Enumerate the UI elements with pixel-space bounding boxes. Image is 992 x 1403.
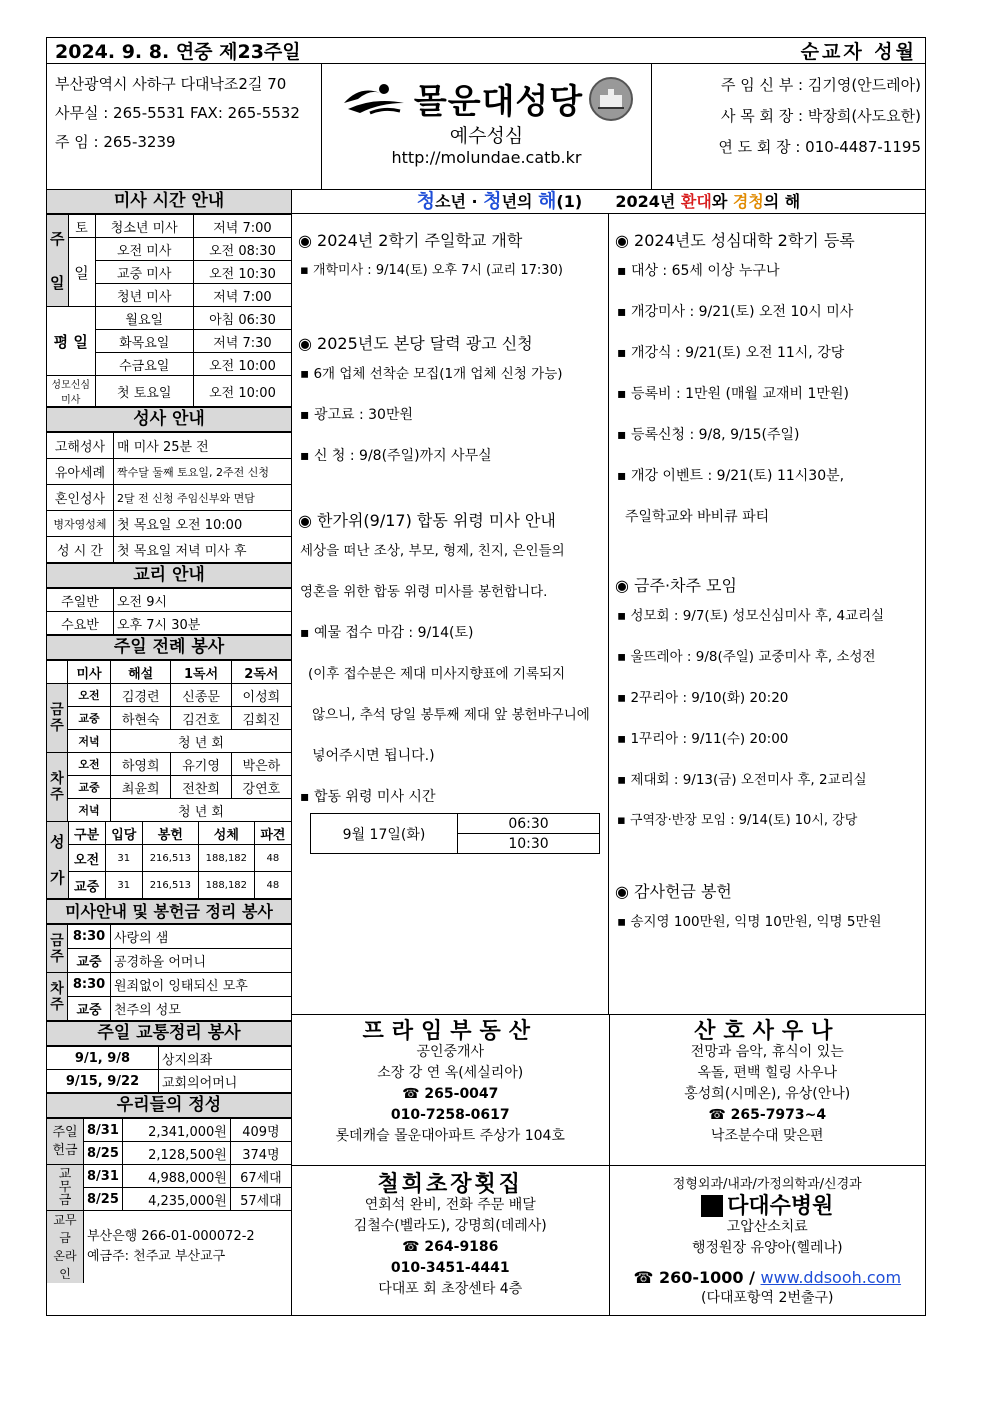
reader-2: 강연호 [231, 776, 291, 799]
usher-mass: 8:30 [68, 973, 111, 997]
bulletin-header [46, 37, 926, 64]
special-mass-label: 성모신심미사 [47, 376, 95, 407]
club-head: 연 도 회 장 : 010-4487-1195 [718, 138, 921, 156]
mass-name: 청년 미사 [95, 284, 193, 307]
this-week-label: 금 [50, 932, 64, 949]
ad-title: 철희초장횟집 [377, 1172, 523, 1197]
hymn-entrance: 31 [105, 872, 142, 899]
mass-label: 저녁 [68, 730, 111, 753]
evening-servers: 청 년 회 [111, 799, 292, 822]
ushers-title: 미사안내 및 봉헌금 정리 봉사 [47, 899, 291, 924]
finance-title: 우리들의 정성 [47, 1093, 291, 1118]
notice-item: ▪ 성모회 : 9/7(토) 성모신심미사 후, 4교리실 [617, 608, 885, 624]
notice-item: ▪ 1꾸리아 : 9/11(수) 20:00 [617, 731, 789, 747]
reader-2: 김회진 [231, 707, 291, 730]
ad-line: 전망과 음악, 휴식이 있는 [690, 1044, 844, 1060]
liturgy-table [47, 660, 291, 822]
hymn-recessional: 48 [254, 845, 291, 872]
hymn-recessional: 48 [254, 872, 291, 899]
weekday-time: 저녁 7:30 [193, 330, 291, 353]
middle-column [291, 214, 609, 1014]
finance-date: 8/25 [84, 1188, 123, 1211]
online-label: 교무금 [53, 1213, 77, 1245]
memorial-mass-times [310, 813, 600, 854]
special-mass-name: 첫 토요일 [95, 376, 193, 407]
finance-count: 67세대 [230, 1165, 291, 1188]
usher-group: 원죄없이 잉태되신 모후 [111, 973, 292, 997]
ad-sauna [610, 1015, 926, 1165]
staff-info [652, 64, 925, 189]
notice-item: ▪ 송지영 100만원, 익명 10만원, 익명 5만원 [617, 914, 882, 930]
ad-title: 다대수병원 [727, 1193, 834, 1219]
class-time: 오후 7시 30분 [114, 612, 292, 635]
col-header: 봉헌 [142, 822, 198, 845]
catechism-title: 교리 안내 [47, 563, 291, 588]
reader-2: 이성희 [231, 684, 291, 707]
ad-phone: ☎ 265-0047 [402, 1086, 499, 1102]
sacrament-name: 성 시 간 [47, 537, 114, 563]
rectory-phone: 주 임 : 265-3239 [55, 133, 176, 151]
ad-phone: 010-7258-0617 [390, 1107, 510, 1123]
bulletin-page [46, 37, 926, 1316]
finance-count: 409명 [230, 1119, 291, 1142]
notice-item: ▪ 개강식 : 9/21(토) 오전 11시, 강당 [617, 345, 845, 361]
commentator: 최윤희 [111, 776, 171, 799]
sacrament-name: 고해성사 [47, 433, 114, 459]
ads-row-2 [291, 1165, 925, 1315]
notice-item: ▪ 대상 : 65세 이상 누구나 [617, 263, 780, 279]
notice-item: 주일학교와 바비큐 파티 [625, 509, 770, 525]
usher-group: 공경하올 어머니 [111, 949, 292, 973]
usher-mass: 8:30 [68, 925, 111, 949]
notice-title: ◉ 금주·차주 모임 [615, 576, 737, 595]
mass-label: 오전 [68, 684, 111, 707]
ad-line: 김철수(벨라도), 강명희(데레사) [353, 1218, 547, 1234]
council-head: 사 목 회 장 : 박장희(사도요한) [721, 107, 921, 125]
class-name: 주일반 [47, 589, 114, 612]
ad-line: 고압산소치료 [726, 1219, 808, 1235]
parish-brand [322, 64, 651, 189]
commentator: 하영희 [111, 753, 171, 776]
month-theme: 순교자 성월 [800, 41, 917, 63]
finance-amount: 2,341,000원 [122, 1119, 230, 1142]
sacrament-info: 짝수달 둘째 토요일, 2주전 신청 [114, 459, 292, 485]
account-holder: 예금주: 천주교 부산교구 [87, 1249, 226, 1264]
sacrament-name: 병자영성체 [47, 511, 114, 537]
notice-item: ▪ 개강 이벤트 : 9/21(토) 11시30분, [617, 468, 845, 484]
notice-item: ▪ 울뜨레아 : 9/8(주일) 교중미사 후, 소성전 [617, 649, 876, 665]
ad-line: 행정원장 유양아(헬레나) [691, 1240, 843, 1256]
finance-amount: 4,988,000원 [122, 1165, 230, 1188]
mass-name: 교중 미사 [95, 261, 193, 284]
main-area [291, 190, 925, 1315]
notice-line: 않으니, 추석 당일 봉투째 제대 앞 봉헌바구니에 [312, 707, 590, 723]
ad-line: 롯데캐슬 몰운대아파트 주상가 104호 [335, 1128, 565, 1144]
col-header: 성체 [198, 822, 254, 845]
parish-subname: 예수성심 [449, 125, 524, 147]
mass-label: 교중 [68, 707, 111, 730]
hospital-logo-icon [701, 1195, 723, 1217]
class-time: 오전 9시 [114, 589, 292, 612]
reader-1: 김건호 [171, 707, 231, 730]
mass-time: 오전 08:30 [193, 238, 291, 261]
date-title: 2024. 9. 8. 연중 제23주일 [55, 41, 301, 63]
usher-group: 천주의 성모 [111, 997, 292, 1021]
mass-label: 저녁 [68, 799, 111, 822]
hospital-website-link[interactable]: www.ddsooh.com [760, 1268, 902, 1287]
ads-row-1 [291, 1014, 925, 1165]
mass-name: 오전 미사 [95, 238, 193, 261]
theme-banner: 청소년 · 청년의 해(1) 2024년 환대와 경청의 해 [291, 190, 925, 214]
mass-name: 청소년 미사 [95, 215, 193, 238]
church-emblem-icon [589, 77, 633, 121]
commentator: 하현숙 [111, 707, 171, 730]
weekday-time: 아침 06:30 [193, 307, 291, 330]
choir-mass: 교중 [68, 872, 105, 899]
ad-title: 산호사우나 [694, 1019, 841, 1044]
reader-1: 유기영 [171, 753, 231, 776]
hymn-offertory: 216,513 [142, 845, 198, 872]
evening-servers: 청 년 회 [111, 730, 292, 753]
col-header: 미사 [68, 661, 111, 684]
class-name: 수요반 [47, 612, 114, 635]
col-header: 2독서 [231, 661, 291, 684]
notice-title: ◉ 2024년 2학기 주일학교 개학 [298, 231, 523, 250]
reader-2: 박은하 [231, 753, 291, 776]
traffic-group: 교회의어머니 [159, 1070, 292, 1093]
mass-time: 저녁 7:00 [193, 215, 291, 238]
memorial-time: 10:30 [458, 834, 600, 854]
col-header: 구분 [68, 822, 105, 845]
ad-line: (다대포항역 2번출구) [701, 1290, 834, 1306]
choir-table: 성 가 구분 입당 봉헌 성체 파견 오전 31 216,513 188,182 48 교중 31 216,513 188,182 48 [47, 822, 291, 899]
tithe-label: 교 [58, 1167, 72, 1182]
traffic-group: 상지의좌 [159, 1047, 292, 1070]
col-header: 입당 [105, 822, 142, 845]
office-phone: 사무실 : 265-5531 FAX: 265-5532 [55, 104, 300, 122]
offering-label: 주일 [52, 1124, 78, 1140]
traffic-dates: 9/15, 9/22 [47, 1070, 159, 1093]
special-mass-time: 오전 10:00 [193, 376, 291, 407]
usher-mass: 교중 [68, 997, 111, 1021]
sacrament-info: 첫 목요일 오전 10:00 [114, 511, 292, 537]
commentator: 김경련 [111, 684, 171, 707]
ad-line: 소장 강 연 옥(세실리아) [377, 1065, 524, 1081]
notice-line: 세상을 떠난 조상, 부모, 형제, 친지, 은인들의 [300, 543, 565, 559]
finance-table: 주일 헌금 8/31 2,341,000원 409명 8/25 2,128,500원 374명 교 무 금 8/31 4,988,000원 67세대 8/25 4,235,000원 57세대 교무금 온라인 부산은행 266-01-000072-2 예금주: 천주교 부산교구 [47, 1118, 291, 1283]
masthead [46, 64, 926, 190]
traffic-dates: 9/1, 9/8 [47, 1047, 159, 1070]
finance-date: 8/31 [84, 1119, 123, 1142]
hymn-communion: 188,182 [198, 845, 254, 872]
notice-line: (이후 접수분은 제대 미사지향표에 기록되지 [308, 666, 566, 682]
notice-item: ▪ 6개 업체 선착순 모집(1개 업체 신청 가능) [300, 366, 563, 382]
saturday-label: 토 [68, 215, 95, 238]
bulletin-body [46, 190, 926, 1316]
mass-label: 교중 [68, 776, 111, 799]
mass-label: 오전 [68, 753, 111, 776]
finance-count: 374명 [230, 1142, 291, 1165]
traffic-table [47, 1046, 291, 1093]
usher-group: 사랑의 샘 [111, 925, 292, 949]
parish-website[interactable]: http://molundae.catb.kr [391, 148, 582, 167]
sunday-label: 주 [50, 229, 65, 248]
this-week-label: 금주 [47, 684, 68, 753]
mass-time: 오전 10:30 [193, 261, 291, 284]
ad-line: 공인중개사 [416, 1044, 485, 1060]
next-week-label: 차 [50, 980, 64, 997]
sacrament-name: 혼인성사 [47, 485, 114, 511]
hymn-communion: 188,182 [198, 872, 254, 899]
ad-line: 낙조분수대 맞은편 [710, 1128, 824, 1144]
notice-title: ◉ 한가위(9/17) 합동 위령 미사 안내 [298, 511, 556, 530]
finance-date: 8/31 [84, 1165, 123, 1188]
ad-line: 연회석 완비, 전화 주문 배달 [364, 1197, 536, 1213]
notice-line: ▪ 합동 위령 미사 시간 [300, 789, 436, 805]
mass-times-table: 주 일 토 청소년 미사 저녁 7:00 일 오전 미사 오전 08:30 교중 미사 오전 10:30 청년 미사 저녁 7:00 평 일 월요일 아침 06:30 화목요일 저녁 7:30 수금요일 오전 10:00 성모신심미사 첫 토요일 오전 10:00 [47, 214, 291, 407]
left-column [47, 190, 291, 1315]
notice-item: ▪ 개강미사 : 9/21(토) 오전 10시 미사 [617, 304, 854, 320]
hymn-entrance: 31 [105, 845, 142, 872]
weekday-label: 평 일 [47, 307, 95, 376]
parish-name: 몰운대성당 [413, 82, 584, 122]
bank-account: 부산은행 266-01-000072-2 [87, 1229, 255, 1244]
ushers-table: 금 주 8:30 사랑의 샘 교중 공경하올 어머니 차 주 8:30 원죄없이 잉태되신 모후 교중 천주의 성모 [47, 924, 291, 1021]
weekday-name: 수금요일 [95, 353, 193, 376]
finance-date: 8/25 [84, 1142, 123, 1165]
col-header: 1독서 [171, 661, 231, 684]
col-header: 파견 [254, 822, 291, 845]
notice-item: ▪ 신 청 : 9/8(주일)까지 사무실 [300, 448, 492, 464]
ad-line: 홍성희(시메온), 유상(안나) [684, 1086, 851, 1102]
ad-title: 프라임부동산 [362, 1019, 538, 1044]
sacrament-info: 첫 목요일 저녁 미사 후 [114, 537, 292, 563]
notice-item: ▪ 광고료 : 30만원 [300, 407, 413, 423]
sacrament-name: 유아세례 [47, 459, 114, 485]
finance-count: 57세대 [230, 1188, 291, 1211]
liturgy-title: 주일 전례 봉사 [47, 635, 291, 660]
ad-phone: ☎ 264-9186 [402, 1239, 499, 1255]
ad-real-estate [292, 1015, 610, 1165]
address: 부산광역시 사하구 다대낙조2길 70 [55, 75, 287, 93]
catechism-table [47, 588, 291, 635]
notice-line: 넣어주시면 됩니다.) [312, 748, 435, 764]
choir-label: 성 [50, 833, 65, 851]
notice-item: ▪ 등록신청 : 9/8, 9/15(주일) [617, 427, 800, 443]
notice-title: ◉ 감사헌금 봉헌 [615, 882, 732, 901]
ad-line: 다대포 회 초장센타 4층 [378, 1281, 523, 1297]
reader-1: 전찬희 [171, 776, 231, 799]
weekday-time: 오전 10:00 [193, 353, 291, 376]
ad-hospital [610, 1166, 926, 1315]
weekday-name: 화목요일 [95, 330, 193, 353]
usher-mass: 교중 [68, 949, 111, 973]
memorial-time: 06:30 [458, 814, 600, 834]
notice-title: ◉ 2024년도 성심대학 2학기 등록 [615, 231, 855, 250]
notice-line: ▪ 예물 접수 마감 : 9/14(토) [300, 625, 474, 641]
finance-amount: 4,235,000원 [122, 1188, 230, 1211]
notice-item: ▪ 2꾸리아 : 9/10(화) 20:20 [617, 690, 789, 706]
sunday-sub-label: 일 [68, 238, 95, 307]
mass-time: 저녁 7:00 [193, 284, 291, 307]
reader-1: 신종문 [171, 684, 231, 707]
pastor: 주 임 신 부 : 김기영(안드레아) [721, 76, 921, 94]
sacrament-info: 2달 전 신청 주임신부와 면담 [114, 485, 292, 511]
notice-item: ▪ 구역장·반장 모임 : 9/14(토) 10시, 강당 [617, 813, 858, 828]
ad-phone: 010-3451-4441 [390, 1260, 510, 1276]
notice-line: 영혼을 위한 합동 위령 미사를 봉헌합니다. [300, 584, 548, 600]
right-column [609, 214, 925, 1014]
notice-title: ◉ 2025년도 본당 달력 광고 신청 [298, 334, 533, 353]
hymn-offertory: 216,513 [142, 872, 198, 899]
memorial-date: 9월 17일(화) [311, 814, 458, 854]
sacraments-table [47, 432, 291, 563]
weekday-name: 월요일 [95, 307, 193, 330]
contact-info [47, 64, 322, 189]
traffic-title: 주일 교통정리 봉사 [47, 1021, 291, 1046]
ad-line: 옥돌, 편백 힐링 사우나 [697, 1065, 838, 1081]
choir-mass: 오전 [68, 845, 105, 872]
sacraments-title: 성사 안내 [47, 407, 291, 432]
ad-line: 정형외과/내과/가정의학과/신경과 [672, 1177, 862, 1192]
ad-phone: ☎ 265-7973~4 [708, 1107, 827, 1123]
col-header: 해설 [111, 661, 171, 684]
sacrament-info: 매 미사 25분 전 [114, 433, 292, 459]
parish-logo-icon [340, 79, 408, 119]
next-week-label: 차주 [47, 753, 68, 822]
notice-item: ▪ 개학미사 : 9/14(토) 오후 7시 (교리 17:30) [300, 263, 563, 278]
mass-times-title: 미사 시간 안내 [47, 190, 291, 214]
notice-item: ▪ 제대회 : 9/13(금) 오전미사 후, 2교리실 [617, 772, 867, 788]
finance-amount: 2,128,500원 [122, 1142, 230, 1165]
news-area [291, 214, 925, 1014]
notice-item: ▪ 등록비 : 1만원 (매월 교재비 1만원) [617, 386, 849, 402]
ad-restaurant [292, 1166, 610, 1315]
ad-phone: ☎ 260-1000 / [633, 1268, 761, 1287]
